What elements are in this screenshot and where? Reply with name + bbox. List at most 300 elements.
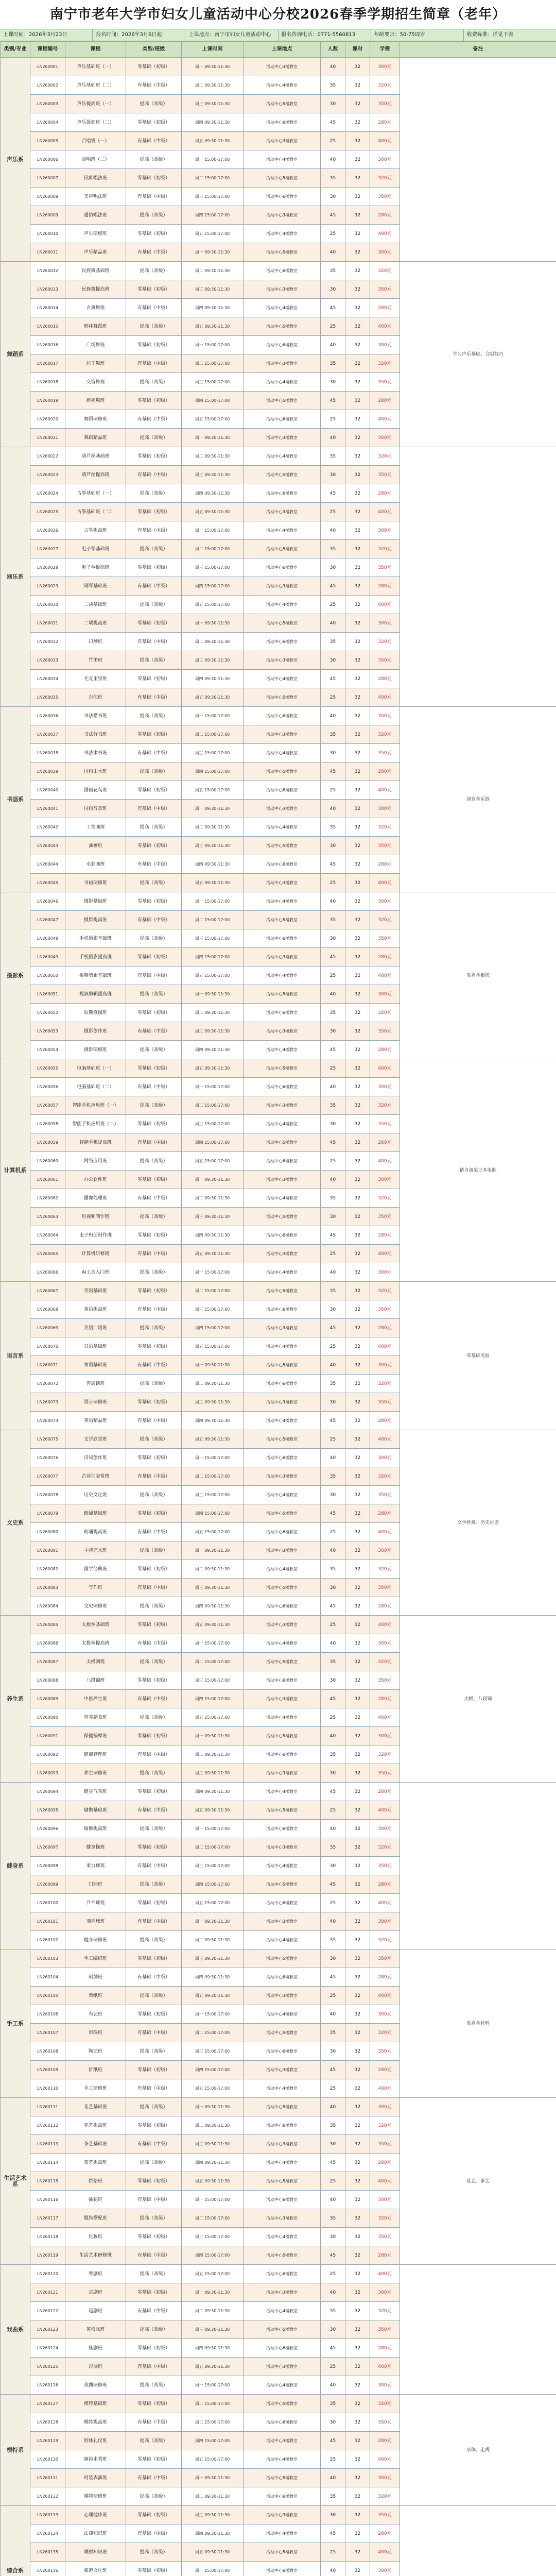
course-count: 40 bbox=[321, 150, 345, 169]
course-hours: 32 bbox=[345, 1875, 370, 1894]
course-place: 活动中心3楼教室 bbox=[244, 800, 321, 818]
course-fee: 320元 bbox=[370, 1653, 400, 1671]
course-name: 服饰搭配班 bbox=[65, 2209, 126, 2228]
course-time: 周二 15:00-17:00 bbox=[182, 1282, 244, 1300]
category-cell: 生活艺术系 bbox=[1, 2098, 30, 2265]
course-fee: 400元 bbox=[370, 688, 400, 707]
course-place: 活动中心6楼教室 bbox=[244, 2487, 321, 2506]
course-hours: 32 bbox=[345, 707, 370, 725]
course-hours: 32 bbox=[345, 521, 370, 540]
course-code: LN260074 bbox=[30, 1412, 65, 1430]
course-name: 旗袍舞班 bbox=[65, 392, 126, 410]
course-hours: 32 bbox=[345, 1560, 370, 1579]
course-fee: 350元 bbox=[370, 95, 400, 113]
course-code: LN260119 bbox=[30, 2246, 65, 2265]
course-name: 美声唱法班 bbox=[65, 188, 126, 206]
course-count: 30 bbox=[321, 188, 345, 206]
course-count: 30 bbox=[321, 1022, 345, 1041]
course-code: LN260090 bbox=[30, 1708, 65, 1727]
course-place: 活动中心4楼教室 bbox=[244, 818, 321, 837]
course-place: 活动中心5楼教室 bbox=[244, 1579, 321, 1597]
course-fee: 400元 bbox=[370, 1987, 400, 2005]
course-place: 活动中心5楼教室 bbox=[244, 1356, 321, 1375]
course-count: 25 bbox=[321, 2079, 345, 2098]
course-time: 周五 15:00-17:00 bbox=[182, 225, 244, 243]
course-fee: 320元 bbox=[370, 2487, 400, 2506]
course-count: 30 bbox=[321, 558, 345, 577]
course-place: 活动中心4楼教室 bbox=[244, 1263, 321, 1282]
course-place: 活动中心6楼教室 bbox=[244, 1597, 321, 1616]
course-name: 通俗唱法班 bbox=[65, 206, 126, 225]
course-type: 提高（高级） bbox=[126, 2320, 182, 2339]
course-count: 40 bbox=[321, 2098, 345, 2116]
course-count: 25 bbox=[321, 225, 345, 243]
course-hours: 32 bbox=[345, 1152, 370, 1171]
course-type: 有基础（中级） bbox=[126, 688, 182, 707]
course-type: 提高（高级） bbox=[126, 2265, 182, 2283]
course-time: 周五 15:00-17:00 bbox=[182, 1708, 244, 1727]
course-time: 周四 09:30-11:30 bbox=[182, 113, 244, 132]
course-code: LN260073 bbox=[30, 1393, 65, 1412]
course-name: 声乐提高班（一） bbox=[65, 95, 126, 113]
course-fee: 400元 bbox=[370, 781, 400, 800]
course-fee: 300元 bbox=[370, 614, 400, 633]
course-name: 电子琴基础班 bbox=[65, 540, 126, 558]
course-type: 提高（高级） bbox=[126, 150, 182, 169]
course-fee: 320元 bbox=[370, 2302, 400, 2320]
course-place: 活动中心5楼教室 bbox=[244, 317, 321, 336]
course-count: 45 bbox=[321, 1319, 345, 1337]
course-fee: 300元 bbox=[370, 429, 400, 447]
table-row bbox=[1, 1430, 556, 1449]
header-type: 类型/班级 bbox=[126, 42, 182, 58]
course-name: 声乐提高班（二） bbox=[65, 113, 126, 132]
course-name: 手工编织班 bbox=[65, 1950, 126, 1968]
course-fee: 300元 bbox=[370, 1727, 400, 1745]
course-code: LN260120 bbox=[30, 2265, 65, 2283]
course-name: 布艺班 bbox=[65, 2005, 126, 2024]
course-type: 有基础（中级） bbox=[126, 132, 182, 150]
course-count: 35 bbox=[321, 1838, 345, 1857]
course-code: LN260005 bbox=[30, 132, 65, 150]
course-count: 40 bbox=[321, 2469, 345, 2487]
course-hours: 32 bbox=[345, 2042, 370, 2061]
course-type: 有基础（中级） bbox=[126, 410, 182, 429]
course-type: 提高（高级） bbox=[126, 1653, 182, 1671]
course-place: 活动中心4楼教室 bbox=[244, 150, 321, 169]
course-hours: 32 bbox=[345, 2191, 370, 2209]
course-name: 网络应用班 bbox=[65, 1152, 126, 1171]
course-time: 周四 15:00-17:00 bbox=[182, 392, 244, 410]
course-count: 30 bbox=[321, 1115, 345, 1133]
course-code: LN260136 bbox=[30, 2562, 65, 2576]
course-code: LN260030 bbox=[30, 596, 65, 614]
course-name: 电子相册制作班 bbox=[65, 1226, 126, 1245]
course-type: 零基础（初级） bbox=[126, 1004, 182, 1022]
course-type: 有基础（中级） bbox=[126, 967, 182, 985]
course-type: 零基础（初级） bbox=[126, 1171, 182, 1189]
course-type: 提高（高级） bbox=[126, 762, 182, 781]
course-name: 手机摄影基础班 bbox=[65, 929, 126, 948]
course-time: 周一 09:30-11:30 bbox=[182, 985, 244, 1004]
course-hours: 32 bbox=[345, 1059, 370, 1078]
page-title: 南宁市老年大学市妇女儿童活动中心分校2026春季学期招生简章（老年） bbox=[49, 7, 507, 22]
course-hours: 32 bbox=[345, 1245, 370, 1263]
table-row bbox=[1, 262, 556, 280]
course-place: 活动中心5楼教室 bbox=[244, 1430, 321, 1449]
table-header-row bbox=[1, 42, 556, 58]
course-type: 零基础（初级） bbox=[126, 1504, 182, 1523]
course-name: 旗袍走秀班 bbox=[65, 2450, 126, 2469]
course-hours: 32 bbox=[345, 577, 370, 596]
course-hours: 32 bbox=[345, 1671, 370, 1690]
course-hours: 32 bbox=[345, 1820, 370, 1838]
course-type: 有基础（中级） bbox=[126, 1078, 182, 1096]
course-place: 活动中心4楼教室 bbox=[244, 670, 321, 688]
course-hours: 32 bbox=[345, 1041, 370, 1059]
course-fee: 320元 bbox=[370, 1375, 400, 1393]
course-type: 零基础（初级） bbox=[126, 614, 182, 633]
course-time: 周五 15:00-17:00 bbox=[182, 1152, 244, 1171]
course-type: 提高（高级） bbox=[126, 1319, 182, 1337]
course-name: 保健按摩班 bbox=[65, 1727, 126, 1745]
course-code: LN260047 bbox=[30, 911, 65, 929]
course-type: 提高（高级） bbox=[126, 1208, 182, 1226]
course-place: 活动中心4楼教室 bbox=[244, 2450, 321, 2469]
course-count: 25 bbox=[321, 1801, 345, 1820]
course-count: 35 bbox=[321, 2487, 345, 2506]
course-type: 零基础（初级） bbox=[126, 2061, 182, 2079]
course-hours: 32 bbox=[345, 855, 370, 874]
course-name: 日语基础班 bbox=[65, 1337, 126, 1356]
header-hours: 课时 bbox=[345, 42, 370, 58]
course-type: 提高（高级） bbox=[126, 1096, 182, 1115]
course-name: 黄梅戏班 bbox=[65, 2320, 126, 2339]
category-cell: 舞蹈系 bbox=[1, 262, 30, 447]
course-hours: 32 bbox=[345, 2135, 370, 2154]
course-type: 提高（高级） bbox=[126, 1152, 182, 1171]
course-count: 30 bbox=[321, 1486, 345, 1504]
course-hours: 32 bbox=[345, 354, 370, 373]
course-type: 有基础（中级） bbox=[126, 1467, 182, 1486]
course-hours: 32 bbox=[345, 447, 370, 466]
course-fee: 300元 bbox=[370, 707, 400, 725]
course-place: 活动中心3楼教室 bbox=[244, 577, 321, 596]
course-type: 零基础（初级） bbox=[126, 1226, 182, 1245]
course-code: LN260035 bbox=[30, 688, 65, 707]
course-code: LN260009 bbox=[30, 206, 65, 225]
course-place: 活动中心4楼教室 bbox=[244, 892, 321, 911]
course-place: 活动中心5楼教室 bbox=[244, 243, 321, 262]
course-code: LN260039 bbox=[30, 762, 65, 781]
course-hours: 32 bbox=[345, 1801, 370, 1820]
course-name: 粤剧班 bbox=[65, 2265, 126, 2283]
course-code: LN260026 bbox=[30, 521, 65, 540]
course-hours: 32 bbox=[345, 2098, 370, 2116]
table-row bbox=[1, 1282, 556, 1300]
course-name: 语言研修班 bbox=[65, 1393, 126, 1412]
course-code: LN260054 bbox=[30, 1041, 65, 1059]
course-hours: 32 bbox=[345, 225, 370, 243]
course-fee: 320元 bbox=[370, 911, 400, 929]
course-count: 35 bbox=[321, 2024, 345, 2042]
course-name: 计算机研修班 bbox=[65, 1245, 126, 1263]
table-row bbox=[1, 447, 556, 466]
course-type: 有基础（中级） bbox=[126, 1857, 182, 1875]
course-type: 有基础（中级） bbox=[126, 299, 182, 317]
course-hours: 32 bbox=[345, 429, 370, 447]
course-count: 40 bbox=[321, 800, 345, 818]
course-hours: 32 bbox=[345, 929, 370, 948]
course-code: LN260089 bbox=[30, 1690, 65, 1708]
course-place: 活动中心4楼教室 bbox=[244, 1041, 321, 1059]
course-time: 周四 09:30-11:30 bbox=[182, 670, 244, 688]
course-fee: 280元 bbox=[370, 2061, 400, 2079]
course-place: 活动中心5楼教室 bbox=[244, 2246, 321, 2265]
course-code: LN260011 bbox=[30, 243, 65, 262]
course-place: 活动中心4楼教室 bbox=[244, 521, 321, 540]
course-place: 活动中心4楼教室 bbox=[244, 2228, 321, 2246]
course-fee: 280元 bbox=[370, 577, 400, 596]
course-time: 周三 09:30-11:30 bbox=[182, 651, 244, 670]
course-count: 25 bbox=[321, 1152, 345, 1171]
course-place: 活动中心5楼教室 bbox=[244, 1504, 321, 1523]
course-code: LN260033 bbox=[30, 651, 65, 670]
course-fee: 280元 bbox=[370, 2339, 400, 2358]
table-row bbox=[1, 58, 556, 76]
course-count: 35 bbox=[321, 725, 345, 744]
course-type: 有基础（中级） bbox=[126, 466, 182, 484]
course-time: 周三 09:30-11:30 bbox=[182, 2320, 244, 2339]
course-time: 周一 09:30-11:30 bbox=[182, 429, 244, 447]
course-time: 周四 15:00-17:00 bbox=[182, 577, 244, 596]
course-type: 有基础（中级） bbox=[126, 2135, 182, 2154]
course-time: 周二 15:00-17:00 bbox=[182, 540, 244, 558]
course-fee: 400元 bbox=[370, 410, 400, 429]
course-name: 剪纸班 bbox=[65, 1987, 126, 2005]
course-time: 周二 15:00-17:00 bbox=[182, 169, 244, 188]
course-type: 有基础（中级） bbox=[126, 1745, 182, 1764]
course-count: 25 bbox=[321, 317, 345, 336]
course-hours: 32 bbox=[345, 837, 370, 855]
course-code: LN260052 bbox=[30, 1004, 65, 1022]
course-count: 25 bbox=[321, 1708, 345, 1727]
course-place: 活动中心6楼教室 bbox=[244, 633, 321, 651]
course-time: 周一 15:00-17:00 bbox=[182, 521, 244, 540]
course-name: 生活艺术研修班 bbox=[65, 2246, 126, 2265]
course-fee: 320元 bbox=[370, 633, 400, 651]
course-code: LN260060 bbox=[30, 1152, 65, 1171]
course-hours: 32 bbox=[345, 2395, 370, 2413]
course-type: 提高（高级） bbox=[126, 1597, 182, 1616]
course-time: 周四 15:00-17:00 bbox=[182, 2246, 244, 2265]
course-fee: 320元 bbox=[370, 1745, 400, 1764]
course-name: 法律知识班 bbox=[65, 2524, 126, 2543]
course-fee: 350元 bbox=[370, 651, 400, 670]
course-hours: 32 bbox=[345, 299, 370, 317]
course-fee: 350元 bbox=[370, 373, 400, 392]
course-count: 35 bbox=[321, 1004, 345, 1022]
course-place: 活动中心4楼教室 bbox=[244, 596, 321, 614]
course-time: 周三 09:30-11:30 bbox=[182, 1208, 244, 1226]
course-fee: 400元 bbox=[370, 2543, 400, 2562]
course-type: 有基础（中级） bbox=[126, 800, 182, 818]
course-count: 30 bbox=[321, 2320, 345, 2339]
course-count: 35 bbox=[321, 1653, 345, 1671]
course-time: 周一 15:00-17:00 bbox=[182, 707, 244, 725]
course-fee: 350元 bbox=[370, 280, 400, 299]
course-fee: 300元 bbox=[370, 1263, 400, 1282]
course-fee: 300元 bbox=[370, 2376, 400, 2395]
course-time: 周二 15:00-17:00 bbox=[182, 2395, 244, 2413]
course-place: 活动中心6楼教室 bbox=[244, 2562, 321, 2576]
course-code: LN260004 bbox=[30, 113, 65, 132]
course-place: 活动中心4楼教室 bbox=[244, 1560, 321, 1579]
category-note: 太极、八段锦 bbox=[400, 1616, 556, 1783]
course-code: LN260017 bbox=[30, 354, 65, 373]
course-hours: 32 bbox=[345, 132, 370, 150]
course-fee: 400元 bbox=[370, 1801, 400, 1820]
course-type: 有基础（中级） bbox=[126, 2469, 182, 2487]
course-fee: 280元 bbox=[370, 2154, 400, 2172]
course-hours: 32 bbox=[345, 1115, 370, 1133]
course-fee: 300元 bbox=[370, 1912, 400, 1931]
course-name: 越剧班 bbox=[65, 2302, 126, 2320]
course-type: 零基础（初级） bbox=[126, 2395, 182, 2413]
course-name: 养生研修班 bbox=[65, 1764, 126, 1783]
category-cell: 健身系 bbox=[1, 1783, 30, 1950]
course-code: LN260051 bbox=[30, 985, 65, 1004]
header-course: 课程 bbox=[65, 42, 126, 58]
course-type: 提高（高级） bbox=[126, 929, 182, 948]
course-name: 模特研修班 bbox=[65, 2487, 126, 2506]
course-type: 提高（高级） bbox=[126, 262, 182, 280]
course-fee: 320元 bbox=[370, 76, 400, 95]
course-fee: 280元 bbox=[370, 1041, 400, 1059]
course-type: 提高（高级） bbox=[126, 1541, 182, 1560]
course-count: 30 bbox=[321, 2135, 345, 2154]
category-note: 学习声乐基础、合唱技巧 bbox=[400, 262, 556, 447]
course-time: 周一 09:30-11:30 bbox=[182, 1727, 244, 1745]
course-count: 45 bbox=[321, 1133, 345, 1152]
category-cell: 声乐系 bbox=[1, 58, 30, 262]
header-note: 备注 bbox=[400, 42, 556, 58]
course-type: 提高（高级） bbox=[126, 2376, 182, 2395]
category-note: 文学欣赏、历史讲座 bbox=[400, 1430, 556, 1616]
course-hours: 32 bbox=[345, 2376, 370, 2395]
course-code: LN260056 bbox=[30, 1078, 65, 1096]
course-name: 书法隶书班 bbox=[65, 744, 126, 762]
course-name: 民族舞提高班 bbox=[65, 280, 126, 299]
course-time: 周四 09:30-11:30 bbox=[182, 855, 244, 874]
course-code: LN260131 bbox=[30, 2469, 65, 2487]
course-code: LN260020 bbox=[30, 410, 65, 429]
course-code: LN260135 bbox=[30, 2543, 65, 2562]
course-type: 零基础（初级） bbox=[126, 2562, 182, 2576]
course-type: 零基础（初级） bbox=[126, 948, 182, 967]
course-name: 英语口语班 bbox=[65, 1319, 126, 1337]
course-place: 活动中心3楼教室 bbox=[244, 429, 321, 447]
course-type: 提高（高级） bbox=[126, 373, 182, 392]
course-fee: 280元 bbox=[370, 1319, 400, 1337]
course-time: 周一 15:00-17:00 bbox=[182, 2376, 244, 2395]
course-count: 25 bbox=[321, 1894, 345, 1912]
category-note: 形体、走秀 bbox=[400, 2395, 556, 2506]
course-fee: 300元 bbox=[370, 336, 400, 354]
course-name: 油画班 bbox=[65, 837, 126, 855]
course-code: LN260105 bbox=[30, 1987, 65, 2005]
course-hours: 32 bbox=[345, 1579, 370, 1597]
course-time: 周三 15:00-17:00 bbox=[182, 929, 244, 948]
course-count: 30 bbox=[321, 929, 345, 948]
course-type: 提高（高级） bbox=[126, 2432, 182, 2450]
course-hours: 32 bbox=[345, 2413, 370, 2432]
category-note: 请自备乐器 bbox=[400, 707, 556, 892]
course-place: 活动中心6楼教室 bbox=[244, 1078, 321, 1096]
course-name: 茶艺提高班 bbox=[65, 2154, 126, 2172]
course-code: LN260072 bbox=[30, 1375, 65, 1393]
course-type: 有基础（中级） bbox=[126, 855, 182, 874]
course-place: 活动中心6楼教室 bbox=[244, 484, 321, 503]
course-count: 25 bbox=[321, 1987, 345, 2005]
course-fee: 300元 bbox=[370, 1171, 400, 1189]
course-hours: 32 bbox=[345, 1708, 370, 1727]
category-cell: 综合系 bbox=[1, 2506, 30, 2576]
course-fee: 280元 bbox=[370, 113, 400, 132]
course-name: 图像处理班 bbox=[65, 1189, 126, 1208]
course-time: 周四 15:00-17:00 bbox=[182, 1690, 244, 1708]
course-time: 周三 15:00-17:00 bbox=[182, 373, 244, 392]
course-type: 有基础（中级） bbox=[126, 2302, 182, 2320]
course-time: 周四 09:30-11:30 bbox=[182, 1412, 244, 1430]
course-type: 提高（高级） bbox=[126, 1931, 182, 1950]
course-fee: 280元 bbox=[370, 1133, 400, 1152]
course-count: 45 bbox=[321, 1226, 345, 1245]
course-name: 智能手机应用班（二） bbox=[65, 1115, 126, 1133]
course-code: LN260018 bbox=[30, 373, 65, 392]
course-fee: 300元 bbox=[370, 1449, 400, 1467]
course-fee: 350元 bbox=[370, 1764, 400, 1783]
course-code: LN260027 bbox=[30, 540, 65, 558]
course-hours: 32 bbox=[345, 2228, 370, 2246]
course-count: 35 bbox=[321, 1096, 345, 1115]
course-name: 吉他班 bbox=[65, 688, 126, 707]
course-hours: 32 bbox=[345, 262, 370, 280]
course-time: 周二 09:30-11:30 bbox=[182, 1004, 244, 1022]
course-name: 插花班 bbox=[65, 2191, 126, 2209]
course-type: 提高（高级） bbox=[126, 707, 182, 725]
course-time: 周三 15:00-17:00 bbox=[182, 2042, 244, 2061]
course-hours: 32 bbox=[345, 558, 370, 577]
course-time: 周四 15:00-17:00 bbox=[182, 2432, 244, 2450]
course-code: LN260038 bbox=[30, 744, 65, 762]
course-fee: 320元 bbox=[370, 1560, 400, 1579]
course-code: LN260034 bbox=[30, 670, 65, 688]
course-type: 提高（高级） bbox=[126, 2209, 182, 2228]
course-code: LN260036 bbox=[30, 707, 65, 725]
course-count: 45 bbox=[321, 1968, 345, 1987]
course-place: 活动中心4楼教室 bbox=[244, 744, 321, 762]
course-time: 周五 09:30-11:30 bbox=[182, 2543, 244, 2562]
course-count: 45 bbox=[321, 577, 345, 596]
course-type: 零基础（初级） bbox=[126, 1950, 182, 1968]
course-fee: 400元 bbox=[370, 2358, 400, 2376]
course-type: 有基础（中级） bbox=[126, 2524, 182, 2543]
course-code: LN260023 bbox=[30, 466, 65, 484]
course-count: 35 bbox=[321, 1375, 345, 1393]
course-place: 活动中心3楼教室 bbox=[244, 1245, 321, 1263]
course-time: 周二 09:30-11:30 bbox=[182, 2302, 244, 2320]
